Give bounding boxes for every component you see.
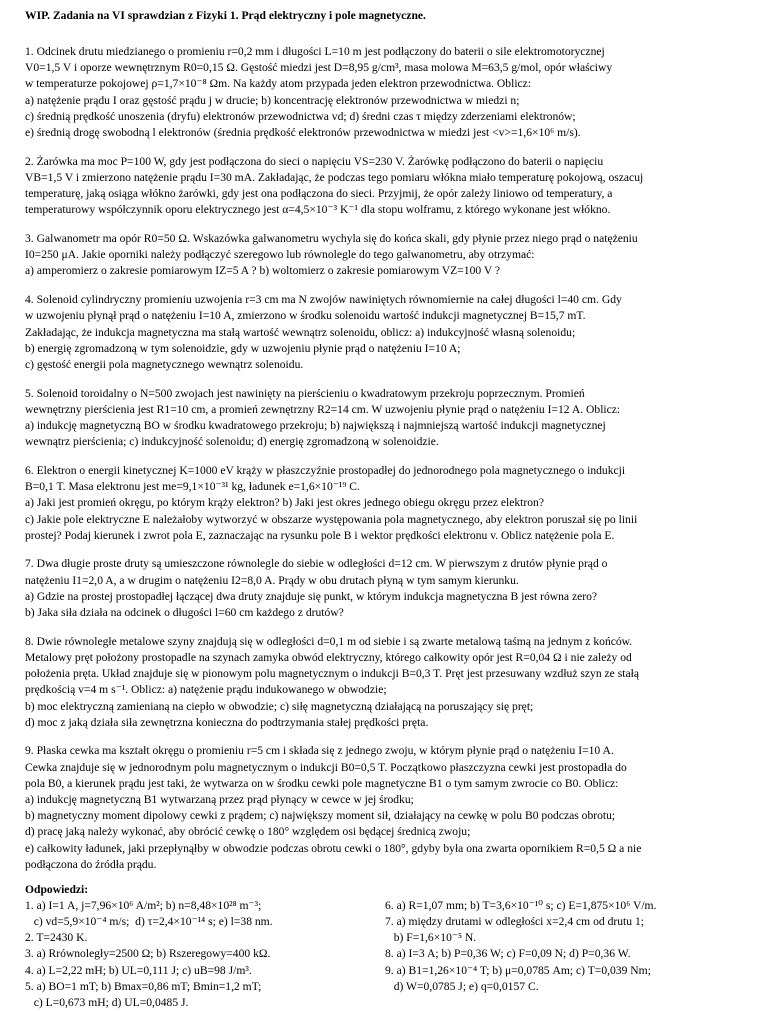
problem-line: Cewka znajduje się w jednorodnym polu magnetycznym o indukcji B0=0,5 T. Początkowo płaszczyzna cewki jest prostopadła do	[25, 760, 627, 774]
problem-line: b) magnetyczny moment dipolowy cewki z prądem; c) największy moment sił, działający na cewkę w polu B0 podczas obrotu;	[25, 809, 616, 823]
answer-line: 2. T=2430 K.	[25, 931, 88, 945]
problem-line: natężeniu I1=2,0 A, a w drugim o natężeniu I2=8,0 A. Prądy w obu drutach płyną w tym samym kierunku.	[25, 573, 519, 587]
problem-8	[25, 634, 745, 731]
problem-line: I0=250 μA. Jakie oporniki należy podłączyć szeregowo lub równolegle do tego galwanometru, aby otrzymać:	[25, 248, 535, 262]
problem-5	[25, 386, 745, 451]
answer-line: 1. a) I=1 A, j=7,96×10⁶ A/m²; b) n=8,48×10²⁸ m⁻³;	[25, 898, 262, 912]
answer-line: 8. a) I=3 A; b) P=0,36 W; c) F=0,09 N; d) P=0,36 W.	[385, 947, 631, 961]
problem-7	[25, 556, 745, 621]
problem-line: podłączona do źródła prądu.	[25, 857, 157, 871]
answers-left-column	[25, 898, 385, 1011]
problem-line: pola B0, a kierunek prądu jest taki, że wytwarza on w środku cewki pole magnetyczne B1 o tym samym zwrocie co B0. Oblicz:	[25, 776, 619, 790]
problem-line: d) moc z jaką działa siła zewnętrzna konieczna do podtrzymania stałej prędkości pręta.	[25, 715, 429, 729]
problem-line: prędkością v=4 m s⁻¹. Oblicz: a) natężenie prądu indukowanego w obwodzie;	[25, 683, 387, 697]
problem-line: e) średnią drogę swobodną l elektronów (średnia prędkość elektronów przewodnictwa w miedzi jest <v>=1,6×10⁶ m/s).	[25, 126, 581, 140]
problem-line: B=0,1 T. Masa elektronu jest me=9,1×10⁻³¹ kg, ładunek e=1,6×10⁻¹⁹ C.	[25, 480, 360, 494]
problem-line: 4. Solenoid cylindryczny promieniu uzwojenia r=3 cm ma N zwojów nawiniętych równomiernie na całej długości l=40 cm. Gdy	[25, 293, 622, 307]
problem-line: a) indukcję magnetyczną B1 wytwarzaną przez prąd płynący w cewce w jej środku;	[25, 793, 414, 806]
problem-line: 8. Dwie równoległe metalowe szyny znajdują się w odległości d=0,1 m od siebie i są zwarte metalową taśmą na jednym z końców.	[25, 634, 633, 648]
problem-line: b) Jaka siła działa na odcinek o długości l=60 cm każdego z drutów?	[25, 606, 344, 619]
problem-line: VB=1,5 V i zmierzono natężenie prądu I=30 mA. Zakładając, że podczas tego pomiaru włókna miało temperaturę pokojową, oszacuj	[25, 170, 644, 184]
problem-line: w temperaturze pokojowej ρ=1,7×10⁻⁸ Ωm. Na każdy atom przypada jeden elektron przewodnictwa. Oblicz:	[25, 77, 532, 91]
answers-right-column	[385, 898, 755, 995]
problem-line: wewnątrz pierścienia; c) indukcyjność solenoidu; d) energię zgromadzoną w solenoidzie.	[25, 435, 439, 449]
problem-line: a) amperomierz o zakresie pomiarowym IZ=5 A ? b) woltomierz o zakresie pomiarowym VZ=100 V ?	[25, 264, 501, 278]
problem-line: Zakładając, że indukcja magnetyczna ma stałą wartość wewnątrz solenoidu, oblicz: a) indukcyjność własną solenoidu;	[25, 325, 576, 339]
answer-line: b) F=1,6×10⁻⁵ N.	[385, 931, 477, 945]
problem-line: c) gęstość energii pola magnetycznego wewnątrz solenoidu.	[25, 357, 304, 371]
problem-line: w uzwojeniu płynął prąd o natężeniu I=10 A, zmierzono w środku solenoidu wartość indukcji magnetycznej B=15,7 mT.	[25, 309, 586, 323]
answer-line: 5. a) BO=1 mT; b) Bmax=0,86 mT; Bmin=1,2 mT;	[25, 979, 262, 993]
problem-line: a) natężenie prądu I oraz gęstość prądu j w drucie; b) koncentrację elektronów przewodnictwa w miedzi n;	[25, 93, 520, 107]
problem-line: a) Gdzie na prostej prostopadłej łączącej dwa druty znajduje się punkt, w którym indukcja magnetyczna B jest równa zero?	[25, 589, 598, 603]
problem-line: 2. Żarówka ma moc P=100 W, gdy jest podłączona do sieci o napięciu VS=230 V. Żarówkę podłączono do baterii o napięciu	[25, 154, 604, 168]
problem-line: a) Jaki jest promień okręgu, po którym krąży elektron? b) Jaki jest okres jednego obiegu okręgu przez elektron?	[25, 496, 544, 510]
problem-line: b) moc elektryczną zamienianą na ciepło w obwodzie; c) siłę magnetyczną działającą na poruszający się pręt;	[25, 699, 534, 713]
problem-line: b) energię zgromadzoną w tym solenoidzie, gdy w uzwojeniu płynie prąd o natężeniu I=10 A;	[25, 341, 461, 355]
answer-line: c) vd=5,9×10⁻⁴ m/s; d) τ=2,4×10⁻¹⁴ s; e) l=38 nm.	[25, 914, 273, 928]
problem-6	[25, 463, 745, 544]
problem-line: e) całkowity ładunek, jaki przepłynąłby w obwodzie podczas obrotu cewki o 180°, gdyby była ona zwarta opornikiem R=0,5 Ω a nie	[25, 841, 642, 855]
problem-line: położenia pręta. Układ znajduje się w pionowym polu magnetycznym o indukcji B=0,3 T. Pręt jest przesuwany wzdłuż szyn ze stałą	[25, 667, 639, 681]
problem-line: c) średnią prędkość unoszenia (dryfu) elektronów przewodnictwa vd; d) średni czas τ między zderzeniami elektronów;	[25, 109, 576, 123]
problem-line: 5. Solenoid toroidalny o N=500 zwojach jest nawinięty na pierścieniu o kwadratowym przekroju poprzecznym. Promień	[25, 386, 585, 400]
problem-line: temperaturę, jaką osiąga włókno żarówki, gdy jest ona podłączona do sieci. Przyjmij, że opór zależy liniowo od temperatury, a	[25, 187, 613, 201]
problem-line: Metalowy pręt położony prostopadle na szynach zamyka obwód elektryczny, którego całkowity opór jest R=0,04 Ω i nie zależy od	[25, 650, 632, 664]
problem-2	[25, 154, 745, 219]
problem-9	[25, 743, 745, 873]
problem-line: 7. Dwa długie proste druty są umieszczone równolegle do siebie w odległości d=12 cm. W pierwszym z drutów płynie prąd o	[25, 557, 608, 571]
answer-line: 4. a) L=2,22 mH; b) UL=0,111 J; c) uB=98 J/m³.	[25, 963, 252, 977]
problem-1	[25, 44, 745, 141]
problem-line: 9. Płaska cewka ma kształt okręgu o promieniu r=5 cm i składa się z jednego zwoju, w którym płynie prąd o natężeniu I=10 A.	[25, 744, 614, 758]
answer-line: 7. a) między drutami w odległości x=2,4 cm od drutu 1;	[385, 914, 644, 928]
problem-3	[25, 231, 745, 280]
answers-title: Odpowiedzi:	[25, 882, 89, 896]
problem-line: wewnętrzny pierścienia jest R1=10 cm, a promień zewnętrzny R2=14 cm. W uzwojeniu płynie prąd o natężeniu I=12 A. Oblicz:	[25, 402, 621, 416]
problem-line: c) Jakie pole elektryczne E należałoby wytworzyć w obszarze występowania pola magnetycznego, aby elektron poruszał się po linii	[25, 512, 638, 526]
answer-line: 6. a) R=1,07 mm; b) T=3,6×10⁻¹⁰ s; c) E=1,875×10⁶ V/m.	[385, 898, 657, 912]
problem-line: 3. Galwanometr ma opór R0=50 Ω. Wskazówka galwanometru wychyla się do końca skali, gdy płynie przez niego prąd o natężeniu	[25, 232, 638, 245]
problem-line: temperaturowy współczynnik oporu elektrycznego jest α=4,5×10⁻³ K⁻¹ dla stopu wolframu, z którego wykonane jest włókno.	[25, 203, 611, 217]
problem-line: V0=1,5 V i oporze wewnętrznym R0=0,15 Ω. Gęstość miedzi jest D=8,95 g/cm³, masa molowa M=63,5 g/mol, opór właściwy	[25, 61, 613, 75]
document-title: WIP. Zadania na VI sprawdzian z Fizyki 1. Prąd elektryczny i pole magnetyczne.	[25, 9, 426, 22]
problem-line: prostej? Podaj kierunek i zwrot pola E, zaznaczając na rysunku pole B i wektor prędkości elektronu v. Oblicz natężenie pola E.	[25, 528, 615, 542]
answer-line: d) W=0,0785 J; e) q=0,0157 C.	[385, 979, 539, 993]
problem-line: 6. Elektron o energii kinetycznej K=1000 eV krąży w płaszczyźnie prostopadłej do jednorodnego pola magnetycznego o indukcji	[25, 463, 626, 477]
problem-line: d) pracę jaką należy wykonać, aby obrócić cewkę o 180° względem osi będącej średnicą zwoju;	[25, 825, 471, 839]
problem-4	[25, 292, 745, 373]
answer-line: 9. a) B1=1,26×10⁻⁴ T; b) μ=0,0785 Am; c) T=0,039 Nm;	[385, 963, 651, 977]
answer-line: c) L=0,673 mH; d) UL=0,0485 J.	[25, 995, 189, 1009]
answer-line: 3. a) Rrównoległy=2500 Ω; b) Rszeregowy=400 kΩ.	[25, 947, 271, 961]
problem-line: 1. Odcinek drutu miedzianego o promieniu r=0,2 mm i długości L=10 m jest podłączony do baterii o sile elektromotorycznej	[25, 45, 605, 58]
problem-line: a) indukcję magnetyczną BO w środku kwadratowego przekroju; b) największą i najmniejszą wartość indukcji magnetycznej	[25, 419, 606, 432]
